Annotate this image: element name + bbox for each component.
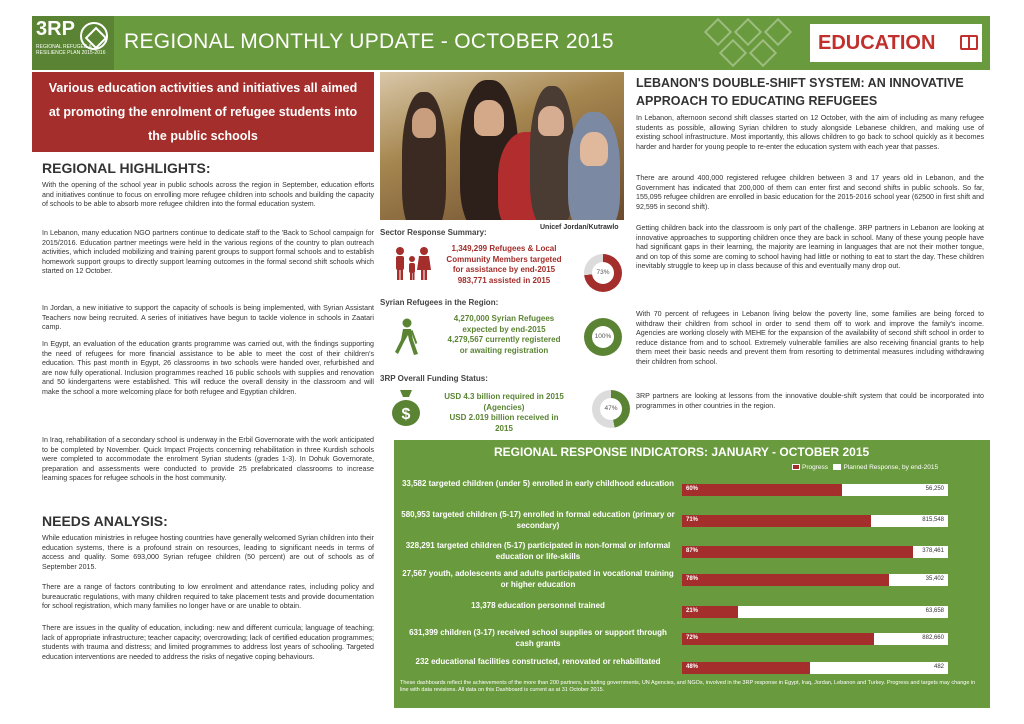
syrian-refugees-text (444, 314, 564, 356)
lebanon-para-4: With 70 percent of refugees in Lebanon living below the poverty line, some families are being forced to withdraw their children from school in order to send them off to work and improve the family's income. Agencies are working closely with MEHE for the expansion of the availability of second shift school in order to reduce distance from and to school. Extremely vulnerable families are also receiving financial grants to help them meet their basic needs and prevent them from resorting to detrimental measures including withdrawing their children from school. (636, 310, 984, 366)
indicators-legend (792, 464, 938, 471)
logo-text: 3RP (36, 18, 75, 40)
sector-pct-label: 73% (592, 262, 614, 284)
funding-required-value: USD 4.3 billion required in 2015 (Agencies) (444, 392, 564, 412)
indicator-target-value: 482 (933, 664, 944, 670)
indicator-label: 33,582 targeted children (under 5) enrolled in early childhood education (401, 479, 675, 488)
indicator-label: 13,378 education personnel trained (471, 601, 605, 610)
funding-status-label: 3RP Overall Funding Status: (380, 374, 488, 383)
highlights-para-4: In Egypt, an evaluation of the education grants programme was carried out, with the findings supporting the need of refugees for more financial assistance to be able to meet the cost of their children's education. This past month in Egypt, 26 classrooms in two schools were handed over, refurbished and are now fully operational. Inclusion programmes reached 16 public schools with supplies and renovation and 50 kindergartens were established. This will reduce the overall density in the classroom and will make the school a more welcoming place for both refugee and Egyptian children. (42, 340, 374, 396)
indicator-bar-track (682, 574, 948, 586)
syrian-pct-label: 100% (592, 326, 614, 348)
syrian-refugees-label: Syrian Refugees in the Region: (380, 298, 499, 307)
intro-banner: Various education activities and initiatives all aimed at promoting the enrolment of refugee students into the public schools (32, 72, 374, 152)
sector-assisted-value: 983,771 assisted in 2015 (457, 275, 551, 285)
lebanon-para-5: 3RP partners are looking at lessons from the innovative double-shift system that could be incorporated into programmes in other countries in the region. (636, 392, 984, 410)
highlights-para-3: In Jordan, a new initiative to support the capacity of schools is being implemented, with Syrian Assistant Teachers now being recruited. A series of initiatives have begun to tackle violence in schools in Zaatari camp. (42, 304, 374, 332)
legend-planned-swatch (833, 464, 841, 470)
page-title: REGIONAL MONTHLY UPDATE - OCTOBER 2015 (124, 30, 614, 53)
indicator-target-value: 56,250 (925, 486, 944, 492)
refugee-children-photo (380, 72, 624, 220)
highlights-para-5: In Iraq, rehabilitation of a secondary school is underway in the Erbil Governorate with the work anticipated to be completed by November. Quick Impact Projects concerning rehabilitation in three Kurdish schools were completed to accommodate the enrolment Syrian students (grades 1-3). In Dohuk Governorate, preparation and assessments were conducted to provide 25 prefabricated classrooms to increase learning spaces for refugee schools in the host community. (42, 436, 374, 483)
lebanon-para-3: Getting children back into the classroom is only part of the challenge. 3RP partners in Lebanon are looking at innovative approaches to supporting children once they are back in school. Many of these young people have had significant gaps in their learning, the majority are learning in languages that are not their mother tongue, and on top of this some are coming to school having had little or nothing to eat to start the day. These children inevitably struggle to keep up in class because of this and eventually many drop out. (636, 224, 984, 271)
indicator-progress-pct: 60% (686, 486, 699, 492)
highlights-para-1: With the opening of the school year in public schools across the region in September, education efforts and initiatives continue to focus on enrolling more refugee children into schools and building the capacity of schools to be able to absorb more refugee children into the formal education system. (42, 181, 374, 209)
needs-para-2: There are a range of factors contributing to low enrolment and attendance rates, including policy and bureaucratic regulations, with many children required to take placement tests and provide documentation for school registration, which many families no longer have or are unable to obtain. (42, 583, 374, 611)
indicator-label: 232 educational facilities constructed, renovated or rehabilitated (415, 657, 661, 666)
lebanon-para-1: In Lebanon, afternoon second shift classes started on 12 October, with the aim of including as many refugee students as possible, allowing Syrian children to study alongside Lebanese children, and making use of existing school infrastructure. Most importantly, this allows children to go back to school quickly as it becomes harder and harder for young people to re-enter the education system with each year that passes. (636, 114, 984, 151)
walking-refugee-icon (392, 318, 422, 356)
svg-text:$: $ (401, 406, 411, 423)
indicator-bar-track (682, 633, 948, 645)
sector-targeted-value: 1,349,299 Refugees & Local Community Members targeted for assistance by end-2015 (446, 244, 562, 274)
indicator-label: 328,291 targeted children (5-17) participated in non-formal or informal education or life-skills (405, 541, 671, 561)
legend-progress-swatch (792, 464, 800, 470)
decorative-pattern-icon (704, 18, 804, 68)
response-indicators-panel (394, 440, 990, 708)
indicator-progress-pct: 72% (686, 635, 699, 641)
needs-title: NEEDS ANALYSIS: (42, 513, 168, 529)
indicator-label: 631,399 children (3-17) received school supplies or support through cash grants (409, 628, 667, 648)
sector-donut (584, 254, 622, 292)
indicator-progress-bar (682, 633, 874, 645)
indicator-progress-bar (682, 546, 913, 558)
indicator-target-value: 35,402 (925, 576, 944, 582)
funding-received-value: USD 2.019 billion received in 2015 (449, 413, 559, 433)
indicator-progress-bar (682, 484, 842, 496)
lebanon-article-title: LEBANON'S DOUBLE-SHIFT SYSTEM: AN INNOVATIVE APPROACH TO EDUCATING REFUGEES (636, 76, 964, 108)
indicator-target-value: 378,461 (922, 548, 944, 554)
indicators-title: REGIONAL RESPONSE INDICATORS: JANUARY - OCTOBER 2015 (494, 445, 870, 459)
book-icon (960, 35, 978, 50)
syrian-donut (584, 318, 622, 356)
photo-credit: Unicef Jordan/Kutrawlo (540, 224, 619, 231)
highlights-para-2: In Lebanon, many education NGO partners continue to dedicate staff to the 'Back to School campaign for 2015/2016. Education partner meetings were held in the various regions of the country to plan outreach activities, which included mobilizing and training parent groups to support formal schools and to establish homework support groups to directly support learning outcomes in the formal second shift schools which started on 12 October. (42, 229, 374, 276)
logo-subtitle: REGIONAL REFUGEE & RESILIENCE PLAN 2015-2016 (36, 44, 106, 56)
indicator-bar-track (682, 515, 948, 527)
syrian-expected-value: 4,270,000 Syrian Refugees expected by end-2015 (453, 314, 555, 334)
highlights-title: REGIONAL HIGHLIGHTS: (42, 160, 211, 176)
indicator-progress-pct: 87% (686, 548, 699, 554)
indicator-bar-track (682, 662, 948, 674)
section-badge (810, 24, 982, 62)
page-header (32, 16, 990, 70)
indicator-progress-bar (682, 515, 871, 527)
indicator-bar-track (682, 606, 948, 618)
indicator-progress-pct: 21% (686, 608, 699, 614)
lebanon-para-2: There are around 400,000 registered refugee children between 3 and 17 years old in Lebanon, and the Government has indicated that 200,000 of them can enter first and second shifts in public schools. So far, 155,095 refugee children are enrolled in basic education for the 2015-2016 school year (62500 in first shift and 92,595 in second shift). (636, 174, 984, 211)
3rp-logo (32, 16, 114, 70)
legend-planned-label: Planned Response, by end-2015 (843, 464, 939, 471)
indicator-target-value: 882,660 (922, 635, 944, 641)
indicator-target-value: 815,548 (922, 517, 944, 523)
indicator-progress-pct: 48% (686, 664, 699, 670)
indicator-target-value: 63,658 (925, 608, 944, 614)
indicator-progress-pct: 71% (686, 517, 699, 523)
indicator-progress-bar (682, 662, 810, 674)
indicator-progress-pct: 78% (686, 576, 699, 582)
needs-para-3: There are issues in the quality of education, including: new and different curricula; language of teaching; lack of appropriate infrastructure; teacher capacity; overcrowding; lack of certified education programmes; students with trauma and distress; and limited programmes to address lost years of schooling. Targeted education interventions are needed to address the risks of negative coping behaviours. (42, 624, 374, 661)
money-bag-icon (390, 388, 422, 426)
indicators-footnote: These dashboards reflect the achievements of the more than 200 partners, including governments, UN Agencies, and NGOs, involved in the 3RP response in Egypt, Iraq, Jordan, Lebanon and Turkey. Progress and targets may change in line with data revisions. All data on this Dashboard is current as at 31 October 2015. (400, 680, 976, 693)
sector-summary-label: Sector Response Summary: (380, 228, 487, 237)
indicator-label: 580,953 targeted children (5-17) enrolled in formal education (primary or secondary) (401, 510, 675, 530)
funding-pct-label: 47% (600, 398, 622, 420)
indicator-label: 27,567 youth, adolescents and adults participated in vocational training or higher education (402, 569, 674, 589)
funding-donut (592, 390, 630, 428)
indicator-bar-track (682, 484, 948, 496)
funding-text (444, 392, 564, 434)
section-title: EDUCATION (818, 32, 936, 54)
needs-para-1: While education ministries in refugee hosting countries have generally welcomed Syrian children into their education systems, there is a profound strain on resources, leading to significant needs in terms of access and quality. Some 693,000 Syrian refugee children (50 percent) are out of schools as of September 2015. (42, 534, 374, 571)
syrian-registered-value: 4,279,567 currently registered or awaiting registration (447, 335, 561, 355)
indicator-bar-track (682, 546, 948, 558)
legend-progress-label: Progress (802, 464, 829, 471)
indicator-progress-bar (682, 574, 889, 586)
sector-targeted-text (444, 244, 564, 286)
people-icon (392, 246, 432, 282)
